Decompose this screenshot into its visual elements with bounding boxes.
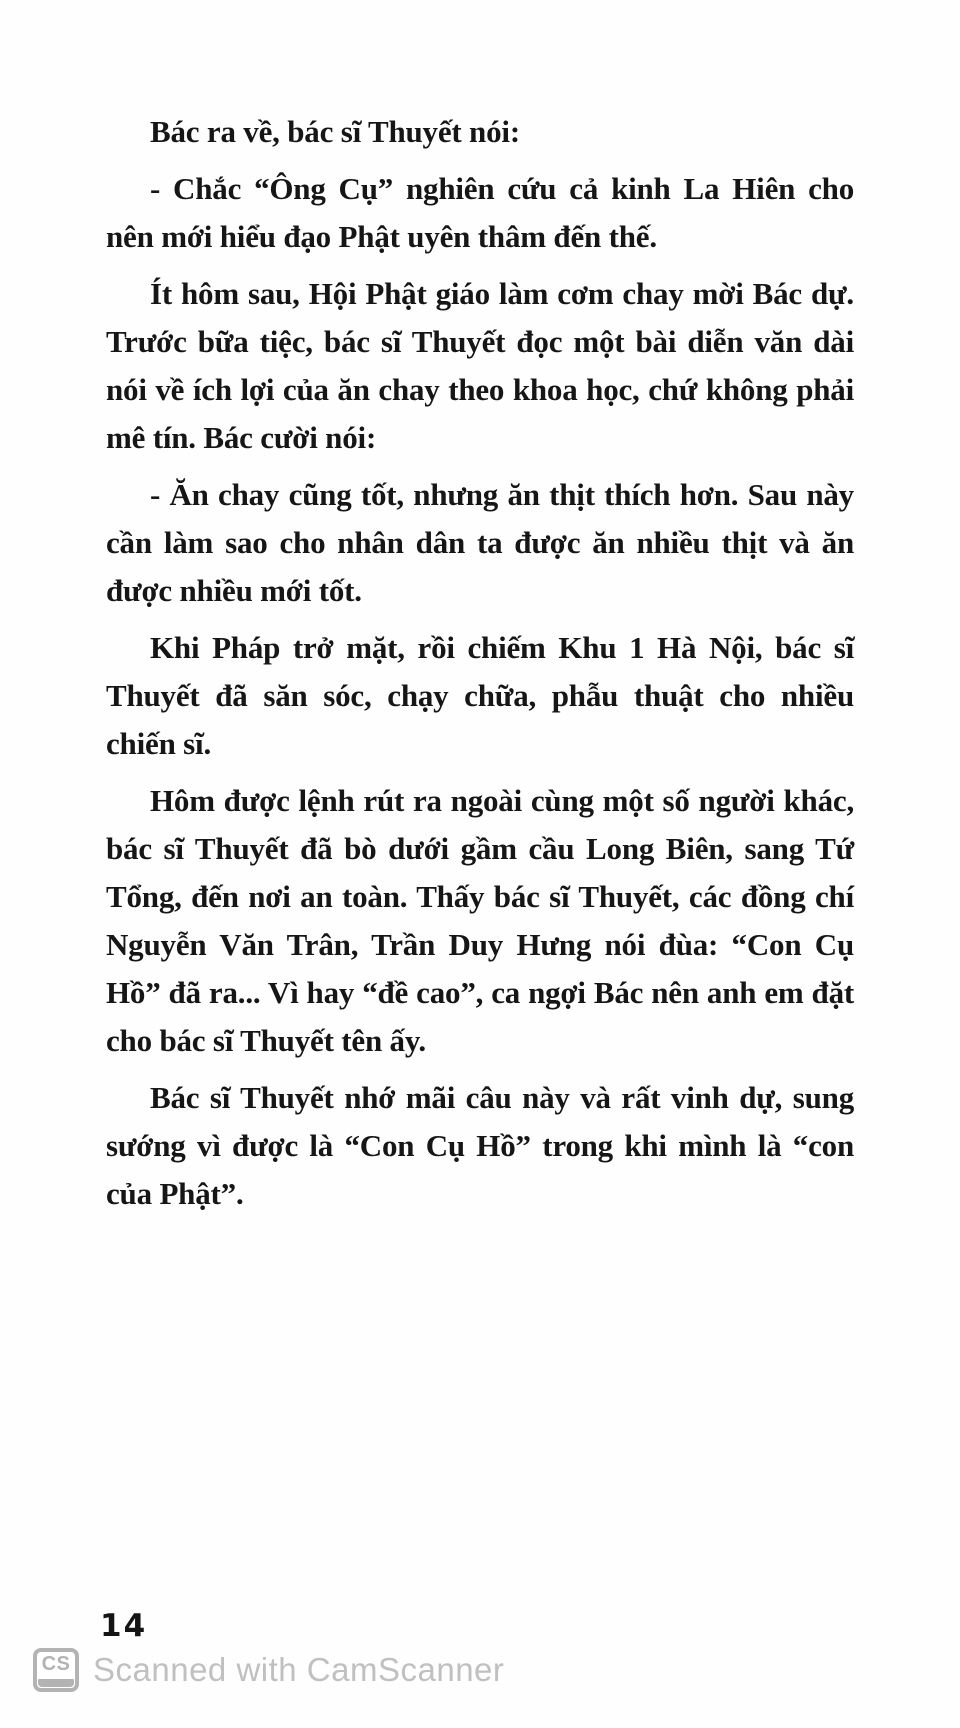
paragraph: Hôm được lệnh rút ra ngoài cùng một số người khác, bác sĩ Thuyết đã bò dưới gầm cầu Long Biên, sang Tứ Tổng, đến nơi an toàn. Thấy bác sĩ Thuyết, các đồng chí Nguyễn Văn Trân, Trần Duy Hưng nói đùa: “Con Cụ Hồ” đã ra... Vì hay “đề cao”, ca ngợi Bác nên anh em đặt cho bác sĩ Thuyết tên ấy. [106, 783, 854, 1058]
paragraph: - Chắc “Ông Cụ” nghiên cứu cả kinh La Hiên cho nên mới hiểu đạo Phật uyên thâm đến thế. [106, 171, 854, 254]
page-number: 14 [100, 1608, 148, 1644]
paragraph: Khi Pháp trở mặt, rồi chiếm Khu 1 Hà Nội, bác sĩ Thuyết đã săn sóc, chạy chữa, phẫu thuật cho nhiều chiến sĩ. [106, 630, 854, 761]
paragraph: Bác sĩ Thuyết nhớ mãi câu này và rất vinh dự, sung sướng vì được là “Con Cụ Hồ” trong khi mình là “con của Phật”. [106, 1080, 854, 1211]
page-text-block [106, 108, 854, 1227]
camscanner-icon [33, 1648, 79, 1692]
camscanner-icon-bar [38, 1679, 74, 1687]
camscanner-watermark [33, 1648, 504, 1692]
paragraph: - Ăn chay cũng tốt, nhưng ăn thịt thích hơn. Sau này cần làm sao cho nhân dân ta được ăn nhiều thịt và ăn được nhiều mới tốt. [106, 477, 854, 608]
camscanner-icon-letters: CS [41, 1653, 71, 1675]
paragraph: Ít hôm sau, Hội Phật giáo làm cơm chay mời Bác dự. Trước bữa tiệc, bác sĩ Thuyết đọc một bài diễn văn dài nói về ích lợi của ăn chay theo khoa học, chứ không phải mê tín. Bác cười nói: [106, 276, 854, 455]
watermark-text: Scanned with CamScanner [93, 1651, 505, 1688]
paragraph: Bác ra về, bác sĩ Thuyết nói: [150, 114, 520, 149]
